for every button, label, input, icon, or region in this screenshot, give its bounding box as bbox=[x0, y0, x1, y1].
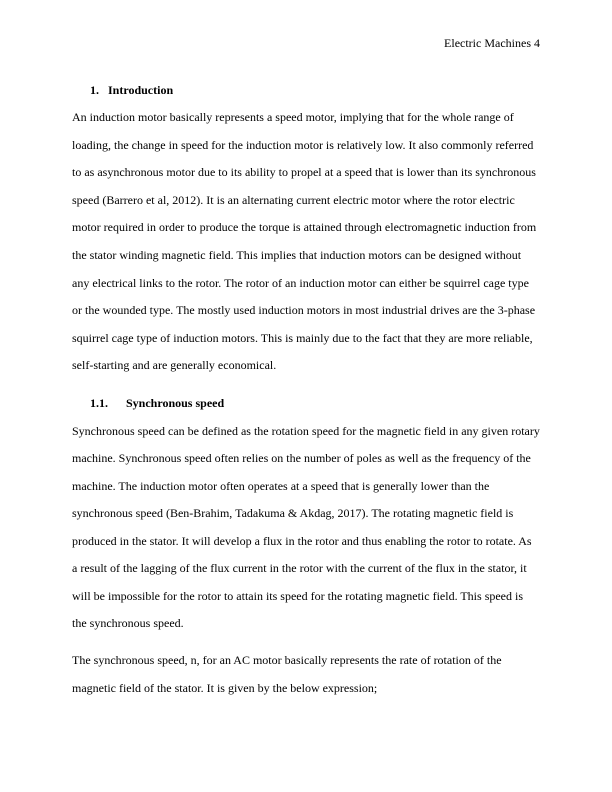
paragraph-line: any electrical links to the rotor. The rotor of an induction motor can either be squirrel cage type bbox=[72, 276, 529, 290]
paragraph-line: a result of the lagging of the flux current in the rotor with the current of the flux in the stator, it bbox=[72, 561, 527, 575]
paragraph-line: speed (Barrero et al, 2012). It is an alternating current electric motor where the rotor electric bbox=[72, 193, 515, 207]
paragraph-line: machine. Synchronous speed often relies on the number of poles as well as the frequency of the bbox=[72, 451, 531, 465]
running-head: Electric Machines 4 bbox=[444, 36, 540, 50]
paragraph-line: machine. The induction motor often operates at a speed that is generally lower than the bbox=[72, 479, 490, 493]
section-1-1-title: Synchronous speed bbox=[126, 396, 225, 410]
paragraph-line: produced in the stator. It will develop a flux in the rotor and thus enabling the rotor to rotate. As bbox=[72, 534, 532, 548]
paragraph-line: squirrel cage type of induction motors. This is mainly due to the fact that they are more reliable, bbox=[72, 331, 533, 345]
paragraph-line: the stator winding magnetic field. This implies that induction motors can be designed without bbox=[72, 248, 522, 262]
paragraph-line: the synchronous speed. bbox=[72, 616, 184, 630]
paragraph-line: to as asynchronous motor due to its ability to propel at a speed that is lower than its synchronous bbox=[72, 165, 536, 179]
paragraph-line: motor required in order to produce the torque is attained through electromagnetic induction from bbox=[72, 220, 537, 234]
section-1-number: 1. bbox=[90, 83, 99, 97]
section-1-1-number: 1.1. bbox=[90, 396, 108, 410]
paragraph-line: An induction motor basically represents a speed motor, implying that for the whole range of bbox=[72, 110, 514, 124]
paragraph-line: or the wounded type. The mostly used induction motors in most industrial drives are the 3-phase bbox=[72, 303, 536, 317]
paragraph-line: self-starting and are generally economical. bbox=[72, 358, 277, 372]
paragraph-line: The synchronous speed, n, for an AC motor basically represents the rate of rotation of the bbox=[72, 653, 502, 667]
paragraph-line: Synchronous speed can be defined as the rotation speed for the magnetic field in any given rotary bbox=[72, 424, 540, 438]
paragraph-line: magnetic field of the stator. It is given by the below expression; bbox=[72, 681, 378, 695]
paragraph-line: will be impossible for the rotor to attain its speed for the rotating magnetic field. This speed is bbox=[72, 589, 524, 603]
paragraph-line: loading, the change in speed for the induction motor is relatively low. It also commonly referred bbox=[72, 138, 534, 152]
section-1-title: Introduction bbox=[108, 83, 174, 97]
paragraph-line: synchronous speed (Ben-Brahim, Tadakuma & Akdag, 2017). The rotating magnetic field is bbox=[72, 506, 514, 520]
